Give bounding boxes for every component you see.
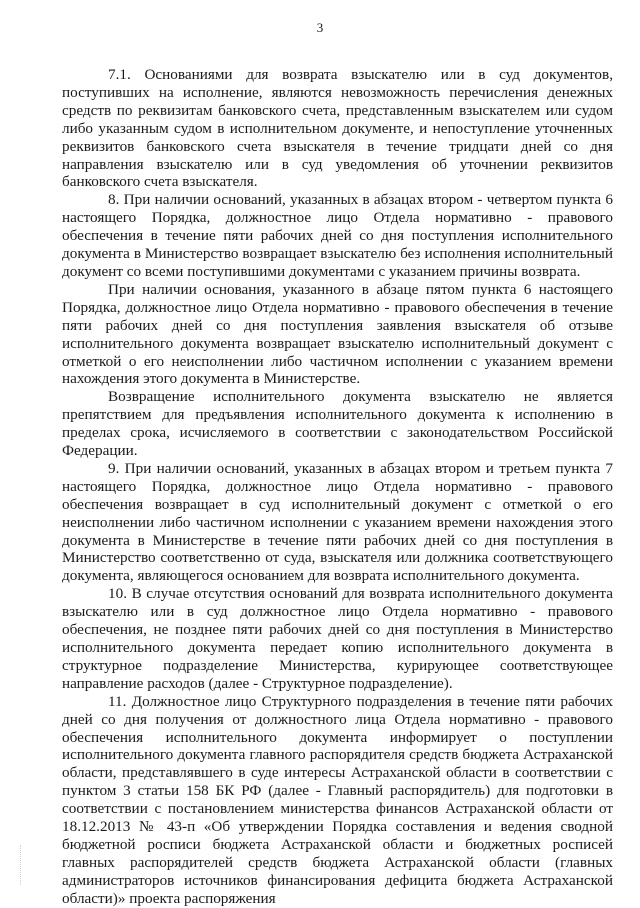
paragraph-9: 9. При наличии оснований, указанных в абзацах втором и третьем пункта 7 настоящего Порядка, должностное лицо Отдела нормативно - правового обеспечения возвращает в суд исполнительный документ с отметкой о его неисполнении либо частичном исполнении с указанием времени нахождения этого документа в Министерстве в течение пяти рабочих дней со дня поступления в Министерство соответственно от суда, взыскателя или должника соответствующего документа, являющегося основанием для возврата исполнительного документа. — [62, 459, 613, 585]
paragraph-8-third: Возвращение исполнительного документа взыскателю не является препятствием для предъявления исполнительного документа к исполнению в пределах срока, исчисляемого в соответствии с законодательством Российской Федерации. — [62, 388, 613, 460]
scan-artifact — [20, 845, 24, 885]
page-number: 3 — [316, 20, 324, 35]
paragraph-10: 10. В случае отсутствия оснований для возврата исполнительного документа взыскателю или в суд должностное лицо Отдела нормативно - правового обеспечения, не позднее пяти рабочих дней со дня поступления в Министерство исполнительного документа передает копию исполнительного документа в структурное подразделение Министерства, курирующее соответствующее направление расходов (далее - Структурное подразделение). — [62, 585, 613, 692]
paragraph-8-second: При наличии основания, указанного в абзаце пятом пункта 6 настоящего Порядка, должностное лицо Отдела нормативно - правового обеспечения в течение пяти рабочих дней со дня поступления заявления взыскателя об отзыве исполнительного документа возвращает взыскателю исполнительный документ с отметкой о его неисполнении либо частичном исполнении с указанием времени нахождения этого документа в Министерстве. — [62, 280, 613, 388]
paragraph-11: 11. Должностное лицо Структурного подразделения в течение пяти рабочих дней со дня получения от должностного лица Отдела нормативно - правового обеспечения исполнительного документа информирует о поступлении исполнительного документа главного распорядителя средств бюджета Астраханской области, представлявшего в суде интересы Астраханской области в соответствии с пунктом 3 статьи 158 БК РФ (далее - Главный распорядитель) для подготовки в соответствии с постановлением министерства финансов Астраханской области от 18.12.2013 № 43-п «Об утверждении Порядка составления и ведения сводной бюджетной росписи бюджета Астраханской области и бюджетных росписей главных распорядителей средств бюджета Астраханской области (главных администраторов источников финансирования дефицита бюджета Астраханской области)» проекта распоряжения — [62, 692, 613, 907]
paragraph-7-1: 7.1. Основаниями для возврата взыскателю или в суд документов, поступивших на исполнение, являются невозможность перечисления денежных средств по реквизитам банковского счета, представленным взыскателем или судом либо указанным судом в исполнительном документе, и непоступление уточненных реквизитов банковского счета взыскателя в течение тридцати дней со дня направления взыскателю или в суд уведомления об уточнении реквизитов банковского счета взыскателя. — [62, 66, 613, 191]
paragraph-8: 8. При наличии оснований, указанных в абзацах втором - четвертом пункта 6 настоящего Порядка, должностное лицо Отдела нормативно - правового обеспечения в течение пяти рабочих дней со дня поступления исполнительного документа в Министерство возвращает взыскателю без исполнения исполнительный документ со всеми поступившими документами с указанием причины возврата. — [62, 191, 613, 280]
document-body — [62, 66, 613, 908]
